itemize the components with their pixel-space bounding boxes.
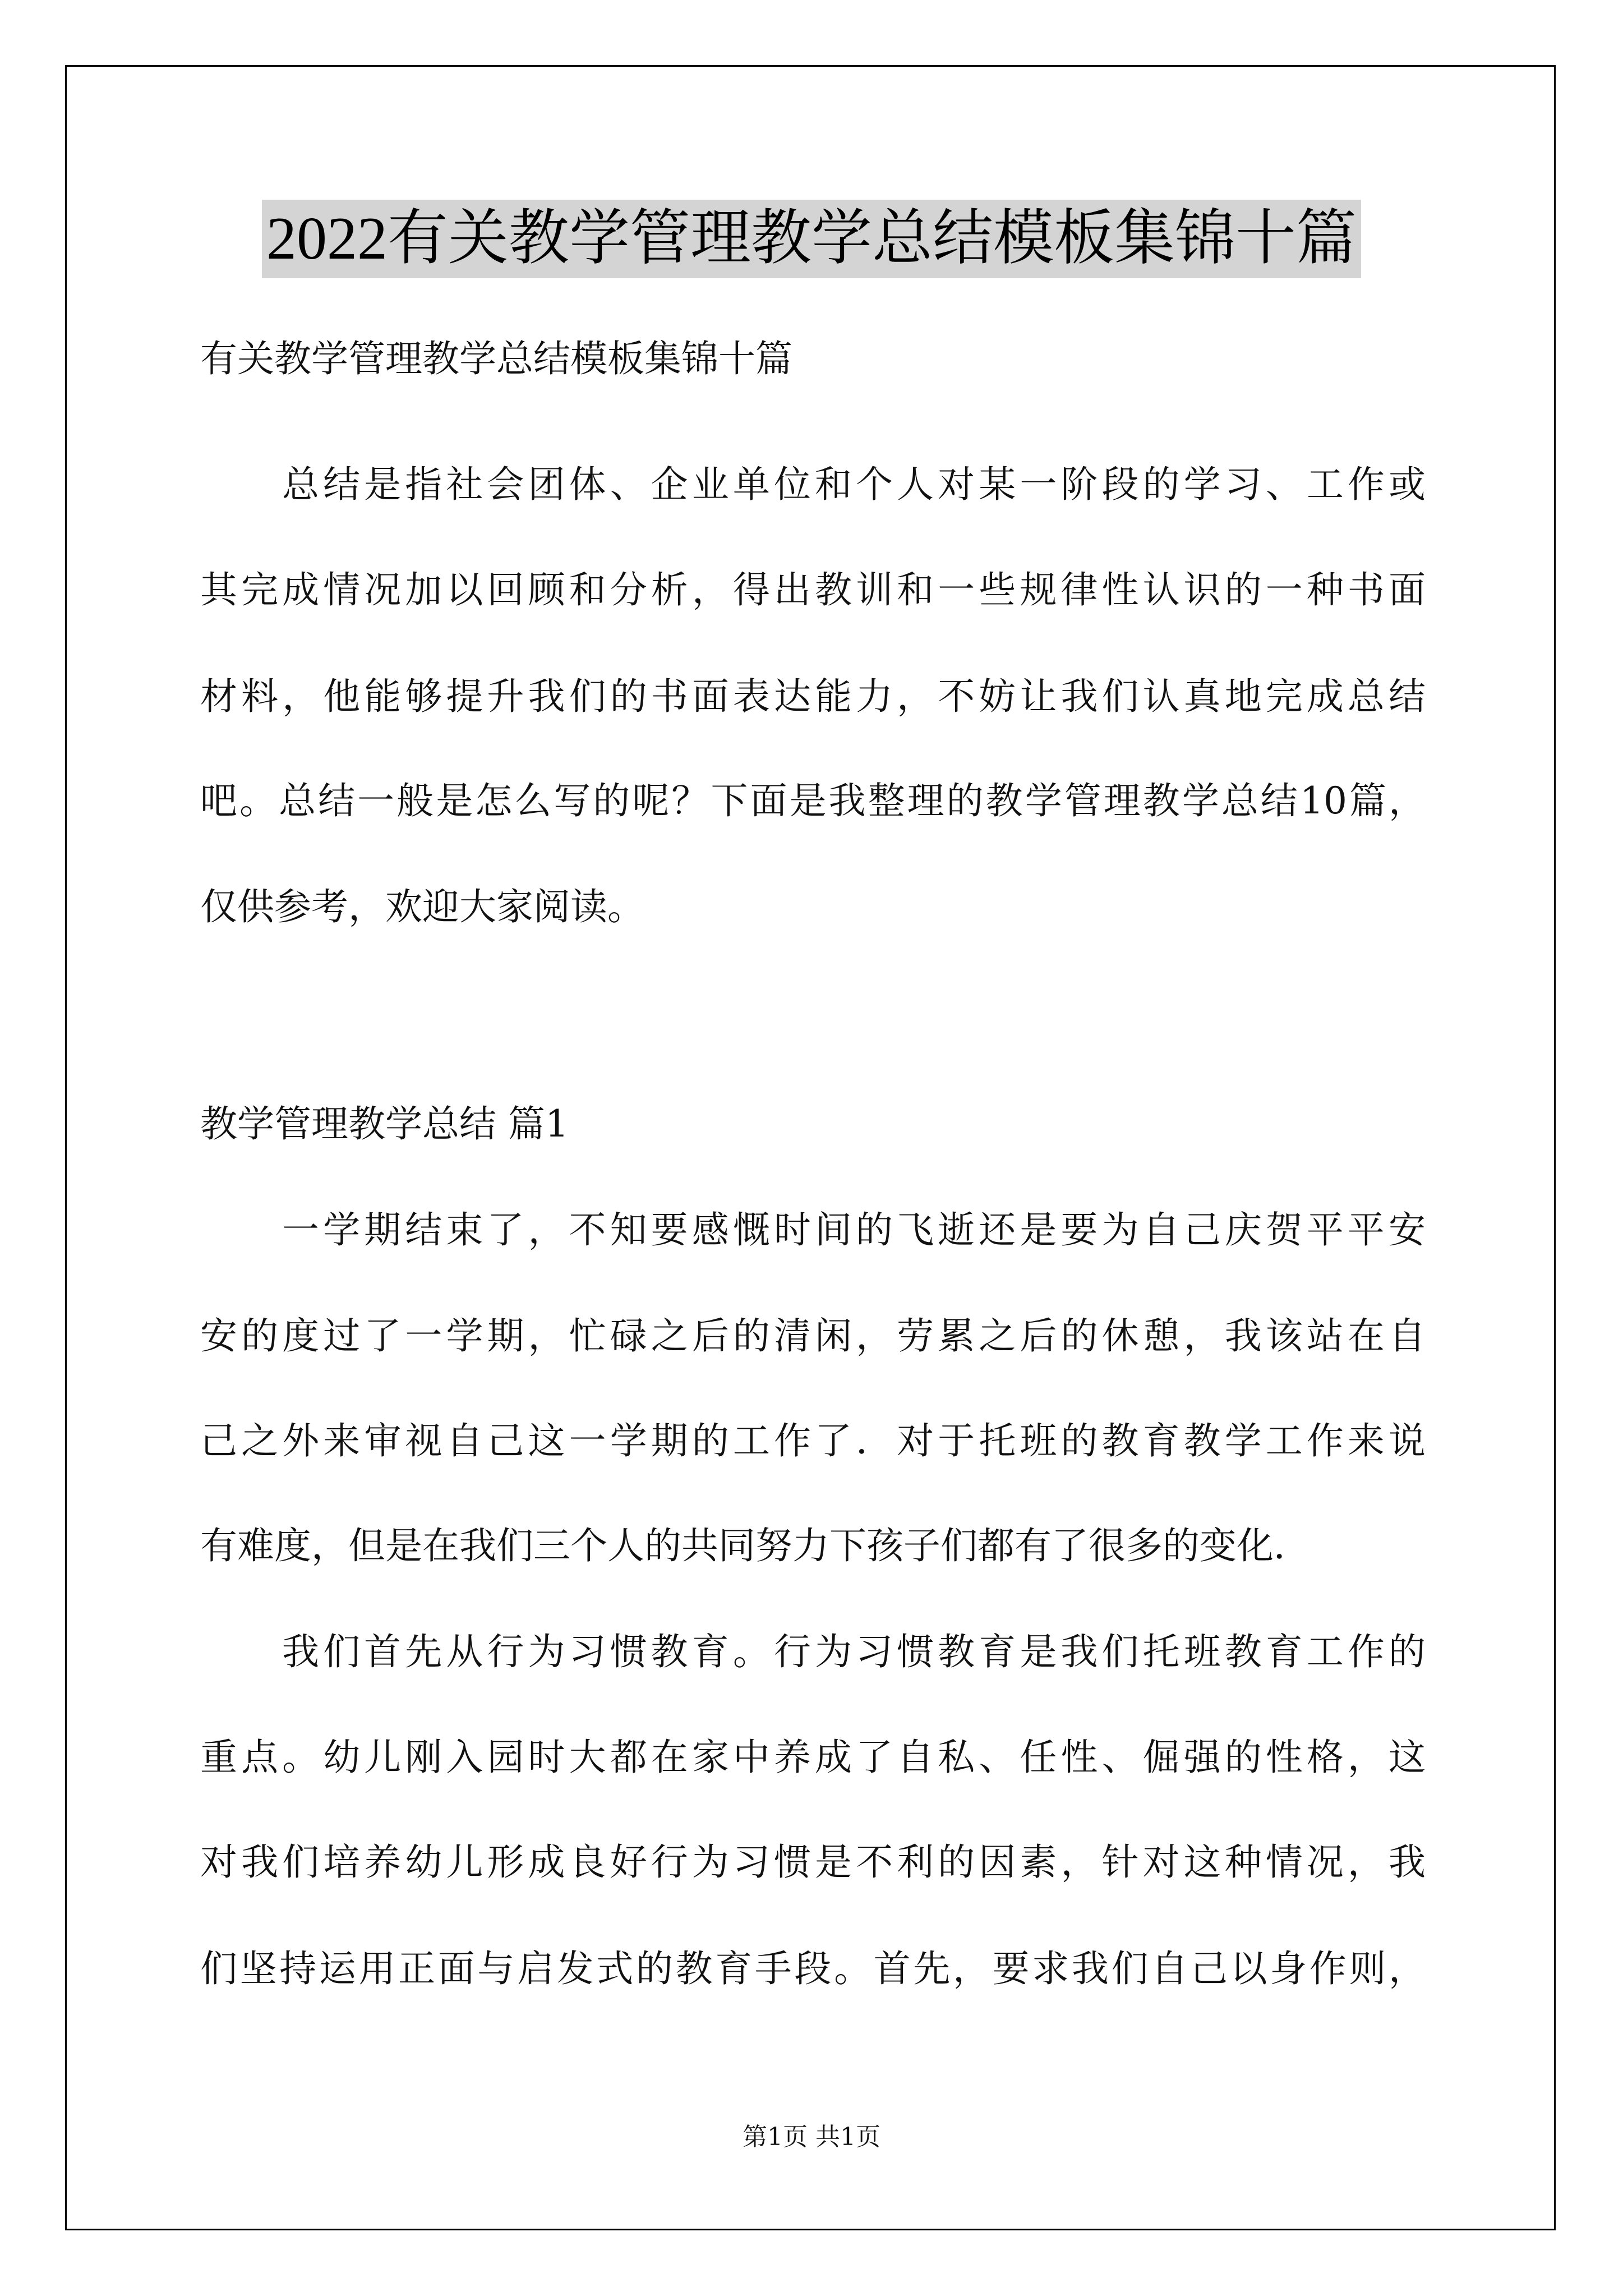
intro-line-3: 材料，他能够提升我们的书面表达能力，不妨让我们认真地完成总结 (200, 675, 1426, 718)
body-line-8: 们坚持运用正面与启发式的教育手段。首先，要求我们自己以身作则， (200, 1947, 1426, 1990)
body-line-2: 安的度过了一学期，忙碌之后的清闲，劳累之后的休憩，我该站在自 (200, 1314, 1426, 1358)
body-line-5: 我们首先从行为习惯教育。行为习惯教育是我们托班教育工作的 (282, 1630, 1426, 1673)
body-line-3: 己之外来审视自己这一学期的工作了．对于托班的教育教学工作来说 (200, 1419, 1426, 1462)
intro-line-2: 其完成情况加以回顾和分析，得出教训和一些规律性认识的一种书面 (200, 568, 1426, 611)
section-heading: 教学管理教学总结 篇1 (200, 1102, 569, 1145)
title-block (0, 200, 1623, 278)
intro-line-5: 仅供参考，欢迎大家阅读。 (200, 885, 644, 928)
page-footer: 第1页 共1页 (743, 2123, 880, 2151)
body-line-6: 重点。幼儿刚入园时大都在家中养成了自私、任性、倔强的性格，这 (200, 1736, 1426, 1779)
document-title: 2022有关教学管理教学总结模板集锦十篇 (262, 200, 1361, 278)
intro-line-4: 吧。总结一般是怎么写的呢？下面是我整理的教学管理教学总结10篇， (200, 779, 1426, 822)
body-line-4: 有难度，但是在我们三个人的共同努力下孩子们都有了很多的变化． (200, 1524, 1311, 1567)
intro-line-1: 总结是指社会团体、企业单位和个人对某一阶段的学习、工作或 (282, 463, 1426, 506)
body-line-7: 对我们培养幼儿形成良好行为习惯是不利的因素，针对这种情况，我 (200, 1841, 1426, 1884)
body-line-1: 一学期结束了，不知要感慨时间的飞逝还是要为自己庆贺平平安 (282, 1208, 1426, 1251)
subtitle-line: 有关教学管理教学总结模板集锦十篇 (200, 337, 792, 380)
